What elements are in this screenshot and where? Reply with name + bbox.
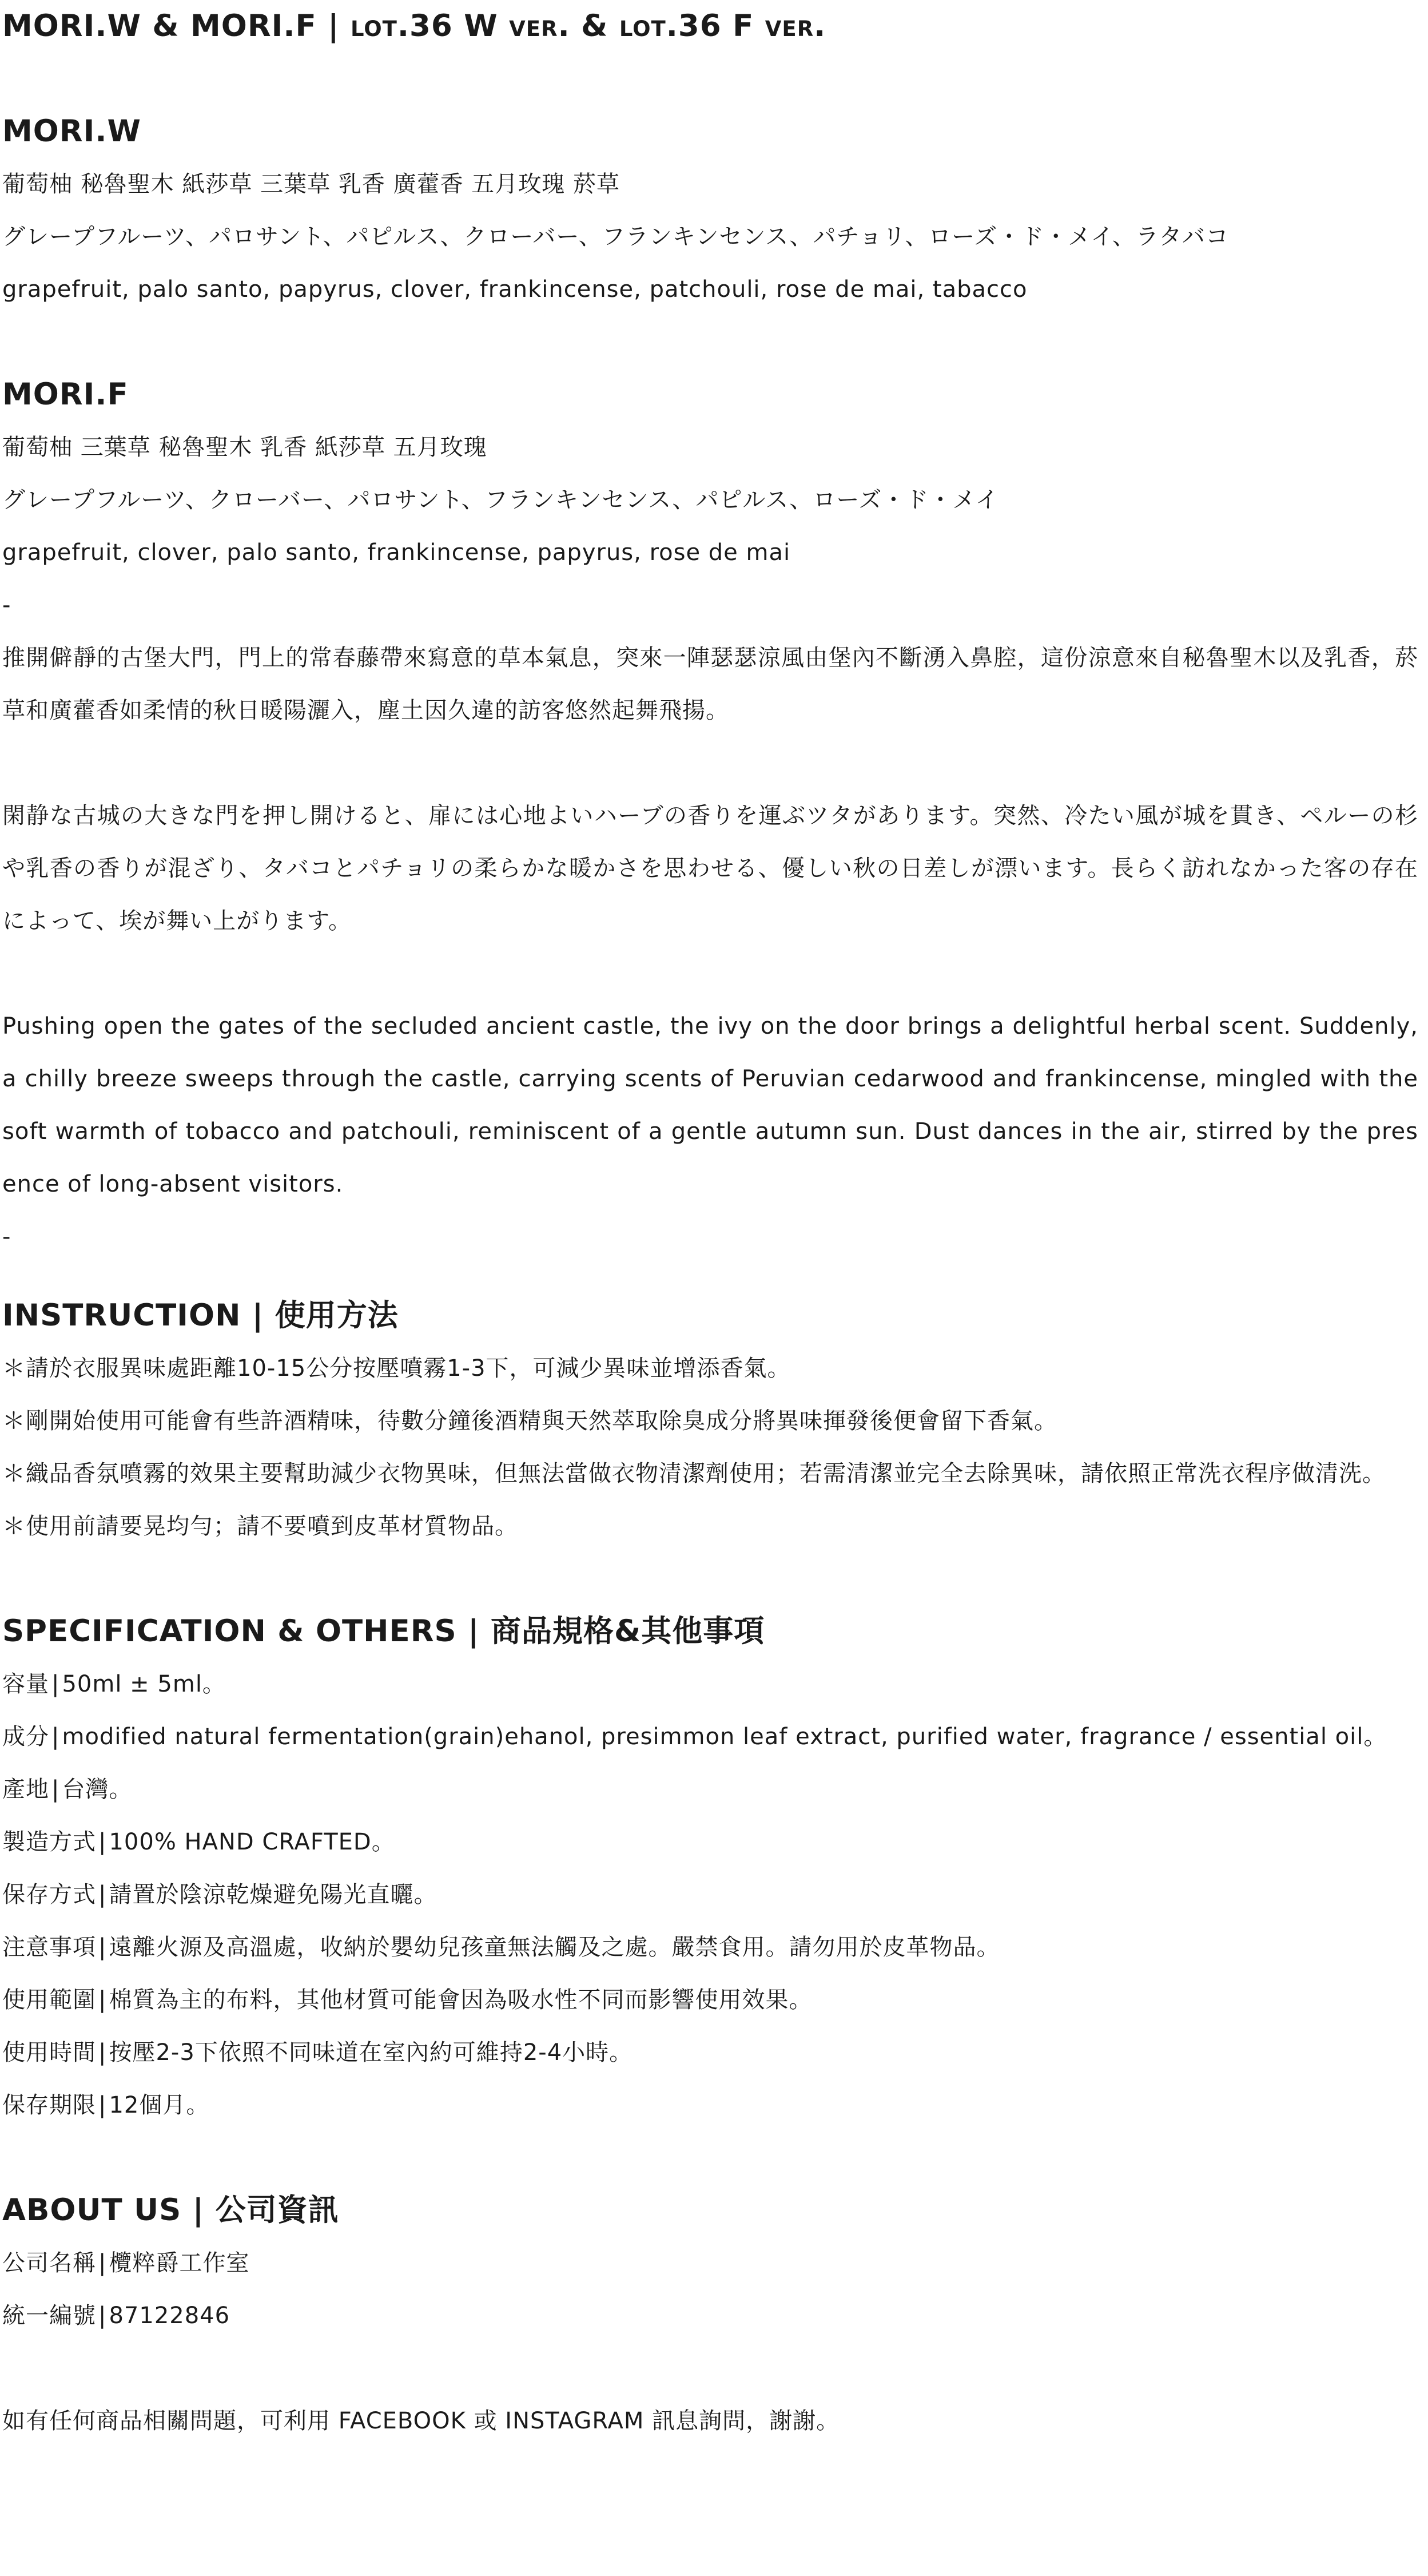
about-key: 統一編號 — [2, 2303, 96, 2329]
spec-item: 使用範圍 | 棉質為主的布料，其他材質可能會因為吸水性不同而影響使用效果。 — [2, 1987, 813, 2013]
spec-item: 注意事項 | 遠離火源及高溫處，收納於嬰幼兒孩童無法觸及之處。嚴禁食用。請勿用於皮革物品。 — [2, 1934, 1000, 1960]
spacer — [2, 316, 1418, 368]
spacer — [2, 1553, 1418, 1605]
spec-key: 保存方式 — [2, 1882, 96, 1908]
spec-value: 請置於陰涼乾燥避免陽光直曬。 — [109, 1882, 437, 1908]
specification-heading: SPECIFICATION & OTHERS | 商品規格&其他事項 — [2, 1614, 765, 1649]
spec-key: 注意事項 — [2, 1934, 96, 1960]
spacer — [2, 737, 1418, 789]
spacer — [2, 1263, 1418, 1289]
spec-value: 按壓2-3下依照不同味道在室內約可維持2-4小時。 — [109, 2039, 633, 2066]
spacer — [2, 947, 1418, 1000]
spec-item: 製造方式 | 100% HAND CRAFTED。 — [2, 1829, 395, 1855]
spec-key: 使用時間 — [2, 2039, 96, 2066]
mori-w-notes-ja: グレープフルーツ、パロサント、パピルス、クローバー、フランキンセンス、パチョリ、ローズ・ド・メイ、ラタバコ — [2, 224, 1229, 250]
story-zh: 推開僻靜的古堡大門，門上的常春藤帶來寫意的草本氣息，突來一陣瑟瑟涼風由堡內不斷湧入鼻腔，這份涼意來自秘魯聖木以及乳香，菸草和廣藿香如柔情的秋日暖陽灑入，塵土因久違的訪客悠然起舞飛揚。 — [2, 645, 1418, 724]
spec-item: 保存方式 | 請置於陰涼乾燥避免陽光直曬。 — [2, 1882, 437, 1908]
instruction-list — [2, 1342, 1418, 1553]
instruction-item: ＊剛開始使用可能會有些許酒精味，待數分鐘後酒精與天然萃取除臭成分將異味揮發後便會留下香氣。 — [2, 1408, 1057, 1434]
instruction-item: ＊請於衣服異味處距離10-15公分按壓噴霧1-3下，可減少異味並增添香氣。 — [2, 1355, 791, 1382]
spec-item: 容量 | 50ml ± 5ml。 — [2, 1671, 226, 1697]
spec-value: modified natural fermentation(grain)ehanol, presimmon leaf extract, purified water, fragrance / essential oil。 — [62, 1724, 1387, 1750]
mori-w-heading: MORI.W — [2, 114, 141, 149]
mori-w-notes-zh: 葡萄柚 秘魯聖木 紙莎草 三葉草 乳香 廣藿香 五月玫瑰 菸草 — [2, 171, 620, 197]
specification-list — [2, 1658, 1418, 2132]
section-divider: - — [2, 1224, 11, 1250]
spec-value: 遠離火源及高溫處，收納於嬰幼兒孩童無法觸及之處。嚴禁食用。請勿用於皮革物品。 — [109, 1934, 1000, 1960]
spec-value: 100% HAND CRAFTED。 — [109, 1829, 395, 1855]
spec-item: 保存期限 | 12個月。 — [2, 2092, 210, 2118]
spec-value: 台灣。 — [62, 1776, 133, 1803]
spec-item: 產地 | 台灣。 — [2, 1776, 133, 1803]
spec-value: 12個月。 — [109, 2092, 210, 2118]
spec-key: 成分 — [2, 1724, 49, 1750]
spec-key: 產地 — [2, 1776, 49, 1803]
about-list — [2, 2237, 1418, 2342]
spacer — [2, 2342, 1418, 2395]
spacer — [2, 53, 1418, 105]
spec-value: 50ml ± 5ml。 — [62, 1671, 226, 1697]
about-value: 欖粹爵工作室 — [109, 2250, 250, 2276]
instruction-item: ＊使用前請要晃均勻；請不要噴到皮革材質物品。 — [2, 1513, 518, 1539]
about-value: 87122846 — [109, 2303, 230, 2329]
about-item: 公司名稱 | 欖粹爵工作室 — [2, 2250, 250, 2276]
mori-f-notes-en: grapefruit, clover, palo santo, frankincense, papyrus, rose de mai — [2, 539, 791, 566]
spec-key: 使用範圍 — [2, 1987, 96, 2013]
spacer — [2, 2132, 1418, 2184]
spec-value: 棉質為主的布料，其他材質可能會因為吸水性不同而影響使用效果。 — [109, 1987, 813, 2013]
spec-key: 容量 — [2, 1671, 49, 1697]
spec-item: 使用時間 | 按壓2-3下依照不同味道在室內約可維持2-4小時。 — [2, 2039, 633, 2066]
mori-f-notes-zh: 葡萄柚 三葉草 秘魯聖木 乳香 紙莎草 五月玫瑰 — [2, 434, 487, 461]
spec-key: 保存期限 — [2, 2092, 96, 2118]
contact-note: 如有任何商品相關問題，可利用 FACEBOOK 或 INSTAGRAM 訊息詢問，謝謝。 — [2, 2408, 840, 2434]
story-en: Pushing open the gates of the secluded ancient castle, the ivy on the door brings a delightful herbal scent. Suddenly, a chilly breeze sweeps through the castle, carrying scents of Peruvian cedarwood and frankincense, mingled with the soft warmth of tobacco and patchouli, reminiscent of a gentle autumn sun. Dust dances in the air, stirred by the presence of long-absent visitors. — [2, 1013, 1418, 1197]
instruction-item: ＊織品香氛噴霧的效果主要幫助減少衣物異味，但無法當做衣物清潔劑使用；若需清潔並完全去除異味，請依照正常洗衣程序做清洗。 — [2, 1460, 1386, 1487]
spec-item: 成分 | modified natural fermentation(grain)ehanol, presimmon leaf extract, purified water, fragrance / essential oil。 — [2, 1724, 1387, 1750]
page-title: MORI.W & MORI.F | lot.36 W ver. & lot.36 F ver. — [2, 9, 826, 43]
about-heading: ABOUT US | 公司資訊 — [2, 2193, 339, 2228]
mori-f-heading: MORI.F — [2, 377, 129, 412]
section-divider: - — [2, 592, 11, 618]
about-item: 統一編號 | 87122846 — [2, 2303, 230, 2329]
about-key: 公司名稱 — [2, 2250, 96, 2276]
mori-w-notes-en: grapefruit, palo santo, papyrus, clover, frankincense, patchouli, rose de mai, tabacco — [2, 276, 1028, 303]
mori-f-notes-ja: グレープフルーツ、クローバー、パロサント、フランキンセンス、パピルス、ローズ・ド・メイ — [2, 487, 999, 513]
instruction-heading: INSTRUCTION | 使用方法 — [2, 1298, 399, 1333]
spec-key: 製造方式 — [2, 1829, 96, 1855]
story-ja: 閑静な古城の大きな門を押し開けると、扉には心地よいハーブの香りを運ぶツタがあります。突然、冷たい風が城を貫き、ペルーの杉や乳香の香りが混ざり、タバコとパチョリの柔らかな暖かさを思わせる、優しい秋の日差しが漂います。長らく訪れなかった客の存在によって、埃が舞い上がります。 — [2, 803, 1418, 934]
